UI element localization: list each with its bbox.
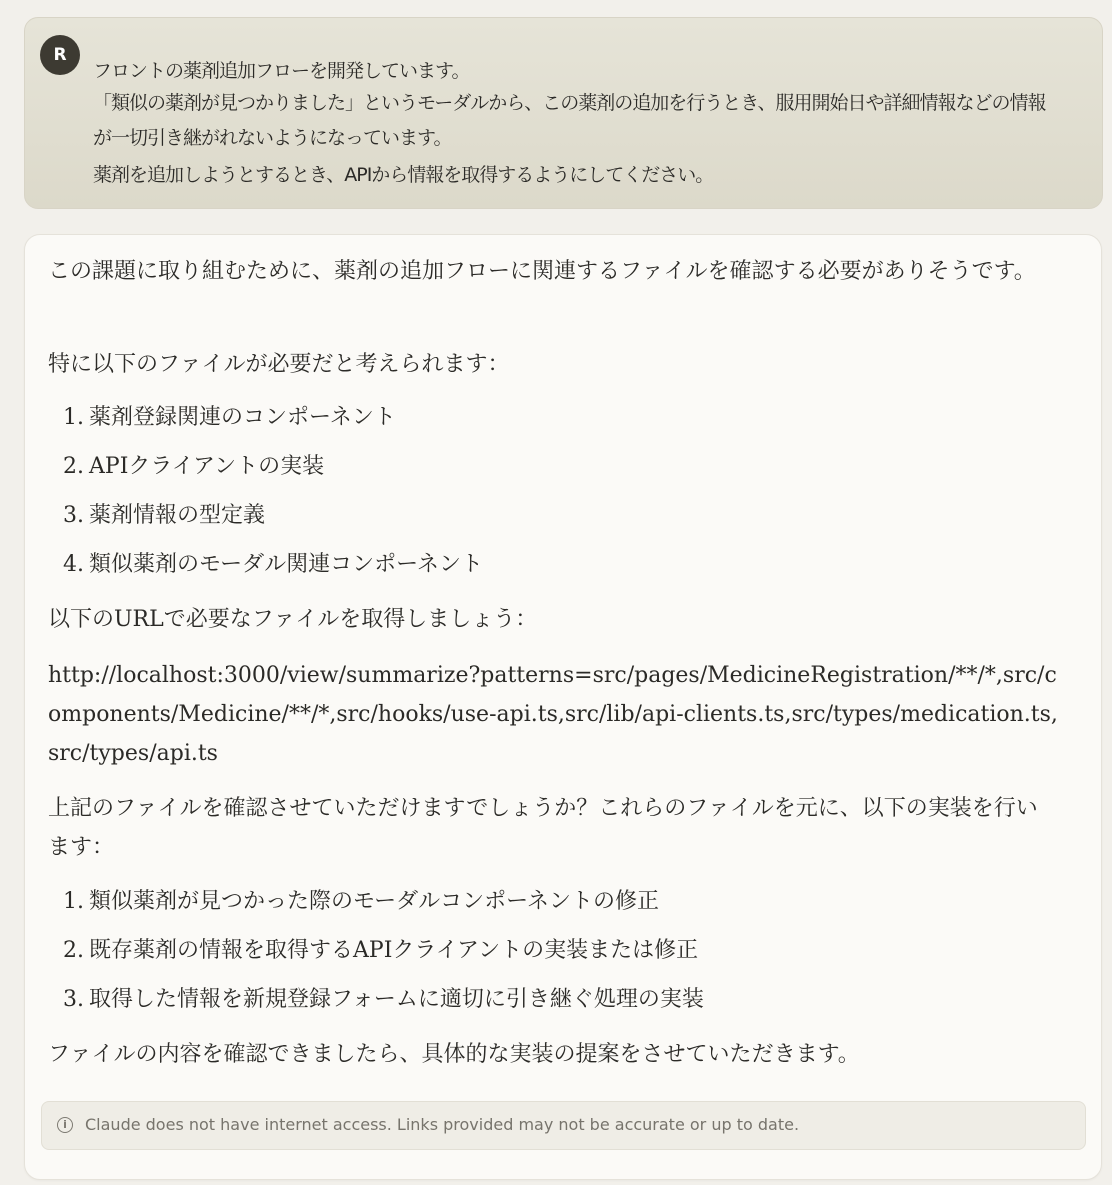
files-lead-paragraph: 特に以下のファイルが必要だと考えられます：	[48, 352, 510, 377]
info-icon: i	[57, 1117, 73, 1133]
list-item-number: 2.	[63, 938, 84, 963]
list-item-text: 類似薬剤のモーダル関連コンポーネント	[89, 552, 484, 577]
list-item	[63, 985, 704, 1015]
list-item-number: 1.	[63, 405, 84, 430]
assistant-message	[24, 234, 1102, 1180]
list-item-text: 取得した情報を新規登録フォームに適切に引き継ぐ処理の実装	[89, 987, 704, 1012]
list-item	[63, 936, 698, 966]
user-message-line-1: フロントの薬剤追加フローを開発しています。	[93, 60, 470, 82]
list-item-text: 類似薬剤が見つかった際のモーダルコンポーネントの修正	[89, 889, 660, 914]
notice-text: Claude does not have internet access. Links provided may not be accurate or up to date.	[85, 1115, 800, 1134]
list-item-number: 2.	[63, 454, 84, 479]
confirm-paragraph: 上記のファイルを確認させていただけますでしょうか？これらのファイルを元に、以下の実装を行います：	[48, 796, 1038, 860]
list-item	[63, 403, 396, 433]
internet-access-notice	[41, 1101, 1086, 1150]
closing-paragraph: ファイルの内容を確認できましたら、具体的な実装の提案をさせていただきます。	[48, 1042, 860, 1067]
list-item-text: APIクライアントの実装	[89, 454, 325, 479]
list-item	[63, 501, 265, 531]
user-message-line-2: 「類似の薬剤が見つかりました」というモーダルから、この薬剤の追加を行うとき、服用開始日や詳細情報などの情報	[93, 92, 1046, 114]
list-item-text: 既存薬剤の情報を取得するAPIクライアントの実装または修正	[89, 938, 699, 963]
url-lead-paragraph: 以下のURLで必要なファイルを取得しましょう：	[48, 607, 538, 632]
user-message-line-3: が一切引き継がれないようになっています。	[93, 127, 452, 149]
user-avatar: R	[40, 35, 80, 75]
list-item-text: 薬剤登録関連のコンポーネント	[89, 405, 396, 430]
list-item-text: 薬剤情報の型定義	[89, 503, 266, 528]
list-item-number: 3.	[63, 503, 84, 528]
list-item-number: 4.	[63, 552, 84, 577]
user-message-line-4: 薬剤を追加しようとするとき、APIから情報を取得するようにしてください。	[93, 164, 714, 186]
user-message	[24, 17, 1103, 209]
summarize-url[interactable]: http://localhost:3000/view/summarize?patterns=src/pages/MedicineRegistration/**/*,src/components/Medicine/**/*,src/hooks/use-api.ts,src/lib/api-clients.ts,src/types/medication.ts,src/types/api.ts	[48, 663, 1058, 766]
list-item	[63, 887, 659, 917]
list-item-number: 3.	[63, 987, 84, 1012]
list-item-number: 1.	[63, 889, 84, 914]
list-item	[63, 550, 483, 580]
intro-paragraph: この課題に取り組むために、薬剤の追加フローに関連するファイルを確認する必要がありそうです。	[48, 259, 1036, 284]
list-item	[63, 452, 324, 482]
